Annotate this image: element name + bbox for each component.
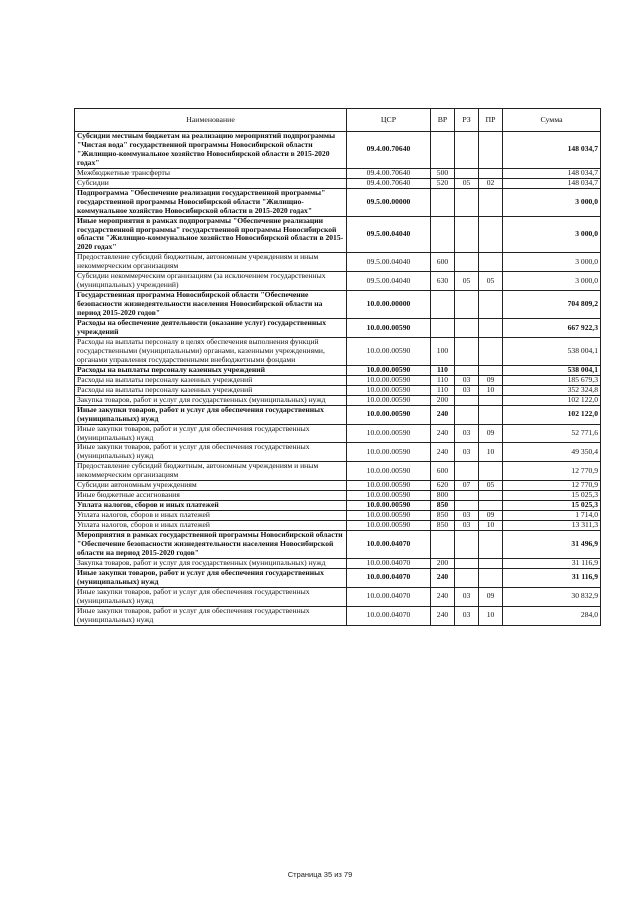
table-row: [75, 168, 601, 178]
row-rz-cell: [455, 491, 479, 501]
row-rz-cell: 03: [455, 521, 479, 531]
row-name-cell: Иные мероприятия в рамках подпрограммы "Обеспечение реализации государственной программы" государственной программы Новосибирской области "Жилищно-коммунальное хозяйство Новосибирской области в 2015-2020 годах": [75, 216, 347, 253]
row-rz-cell: [455, 405, 479, 424]
row-rz-cell: 05: [455, 272, 479, 291]
header-vr: ВР: [431, 109, 455, 132]
row-rz-cell: 03: [455, 511, 479, 521]
header-name: Наименование: [75, 109, 347, 132]
row-rz-cell: [455, 188, 479, 216]
row-code-cell: 10.0.00.00590: [347, 424, 431, 443]
row-vr-cell: 110: [431, 385, 455, 395]
row-code-cell: 10.0.00.00590: [347, 375, 431, 385]
row-vr-cell: 240: [431, 587, 455, 606]
row-pr-cell: 09: [479, 587, 503, 606]
row-code-cell: 09.4.00.70640: [347, 178, 431, 188]
table-row: [75, 365, 601, 375]
header-code: ЦСР: [347, 109, 431, 132]
table-row: [75, 319, 601, 338]
row-code-cell: 10.0.00.00590: [347, 385, 431, 395]
page-number: Страница 35 из 79: [287, 870, 353, 879]
row-vr-cell: 620: [431, 481, 455, 491]
table-body: [75, 132, 601, 626]
table-row: [75, 178, 601, 188]
table-row: [75, 558, 601, 568]
row-rz-cell: [455, 558, 479, 568]
table-row: [75, 253, 601, 272]
row-vr-cell: 240: [431, 606, 455, 625]
row-sum-cell: 148 034,7: [503, 168, 601, 178]
row-sum-cell: 667 922,3: [503, 319, 601, 338]
row-vr-cell: 110: [431, 375, 455, 385]
row-pr-cell: [479, 168, 503, 178]
row-vr-cell: [431, 319, 455, 338]
row-sum-cell: 30 832,9: [503, 587, 601, 606]
row-vr-cell: 100: [431, 337, 455, 365]
row-code-cell: 10.0.00.00590: [347, 491, 431, 501]
row-name-cell: Субсидии некоммерческим организациям (за исключением государственных (муниципальных) учреждений): [75, 272, 347, 291]
row-name-cell: Подпрограмма "Обеспечение реализации государственной программы" государственной программы Новосибирской области "Жилищно-коммунальное хозяйство Новосибирской области в 2015-2020 годах": [75, 188, 347, 216]
row-rz-cell: [455, 365, 479, 375]
row-vr-cell: 240: [431, 568, 455, 587]
row-sum-cell: 31 116,9: [503, 558, 601, 568]
table-row: [75, 481, 601, 491]
row-sum-cell: 3 000,0: [503, 272, 601, 291]
row-rz-cell: 05: [455, 178, 479, 188]
row-vr-cell: 200: [431, 395, 455, 405]
table-row: [75, 405, 601, 424]
row-sum-cell: 102 122,0: [503, 395, 601, 405]
row-pr-cell: 10: [479, 385, 503, 395]
table-row: [75, 375, 601, 385]
table-row: [75, 272, 601, 291]
row-name-cell: Расходы на выплаты персоналу в целях обеспечения выполнения функций государственными (муниципальными) органами, казенными учреждениями, органами управления государственными внебюджетными фондами: [75, 337, 347, 365]
row-name-cell: Государственная программа Новосибирской области "Обеспечение безопасности жизнедеятельности населения Новосибирской области на период 2015-2020 годов": [75, 291, 347, 319]
row-code-cell: 10.0.00.00590: [347, 319, 431, 338]
row-pr-cell: [479, 291, 503, 319]
row-pr-cell: [479, 405, 503, 424]
row-sum-cell: 3 000,0: [503, 188, 601, 216]
row-code-cell: 10.0.00.04070: [347, 568, 431, 587]
row-code-cell: 10.0.00.04070: [347, 587, 431, 606]
row-code-cell: 10.0.00.00590: [347, 337, 431, 365]
row-vr-cell: [431, 216, 455, 253]
row-code-cell: 10.0.00.00590: [347, 365, 431, 375]
row-rz-cell: 03: [455, 443, 479, 462]
row-code-cell: 10.0.00.00590: [347, 405, 431, 424]
row-vr-cell: 240: [431, 443, 455, 462]
table-row: [75, 491, 601, 501]
row-sum-cell: 12 770,9: [503, 462, 601, 481]
row-name-cell: Иные закупки товаров, работ и услуг для обеспечения государственных (муниципальных) нужд: [75, 424, 347, 443]
row-sum-cell: 12 770,9: [503, 481, 601, 491]
row-pr-cell: [479, 462, 503, 481]
row-sum-cell: 15 025,3: [503, 491, 601, 501]
row-name-cell: Расходы на выплаты персоналу казенных учреждений: [75, 365, 347, 375]
row-name-cell: Иные закупки товаров, работ и услуг для обеспечения государственных (муниципальных) нужд: [75, 443, 347, 462]
row-name-cell: Мероприятия в рамках государственной программы Новосибирской области "Обеспечение безопасности жизнедеятельности населения Новосибирской области на период 2015-2020 годов": [75, 531, 347, 559]
header-rz: РЗ: [455, 109, 479, 132]
row-code-cell: 10.0.00.00590: [347, 395, 431, 405]
row-name-cell: Расходы на обеспечение деятельности (оказание услуг) государственных учреждений: [75, 319, 347, 338]
row-rz-cell: [455, 395, 479, 405]
row-name-cell: Межбюджетные трансферты: [75, 168, 347, 178]
row-vr-cell: 800: [431, 491, 455, 501]
row-pr-cell: [479, 337, 503, 365]
row-rz-cell: [455, 337, 479, 365]
row-code-cell: 09.5.00.04040: [347, 253, 431, 272]
row-sum-cell: 3 000,0: [503, 253, 601, 272]
row-vr-cell: [431, 132, 455, 169]
row-sum-cell: 13 311,3: [503, 521, 601, 531]
row-code-cell: 10.0.00.00590: [347, 511, 431, 521]
row-code-cell: 09.4.00.70640: [347, 132, 431, 169]
row-vr-cell: 850: [431, 521, 455, 531]
table-row: [75, 216, 601, 253]
row-code-cell: 09.5.00.04040: [347, 216, 431, 253]
row-pr-cell: [479, 501, 503, 511]
table-row: [75, 521, 601, 531]
row-pr-cell: [479, 531, 503, 559]
row-code-cell: 09.5.00.00000: [347, 188, 431, 216]
table-row: [75, 531, 601, 559]
row-name-cell: Расходы на выплаты персоналу казенных учреждений: [75, 375, 347, 385]
row-sum-cell: 148 034,7: [503, 178, 601, 188]
table-row: [75, 395, 601, 405]
row-rz-cell: 03: [455, 606, 479, 625]
row-vr-cell: 850: [431, 501, 455, 511]
row-pr-cell: 05: [479, 481, 503, 491]
row-rz-cell: [455, 291, 479, 319]
row-sum-cell: 538 004,1: [503, 365, 601, 375]
row-name-cell: Иные закупки товаров, работ и услуг для обеспечения государственных (муниципальных) нужд: [75, 587, 347, 606]
table-row: [75, 511, 601, 521]
row-code-cell: 10.0.00.04070: [347, 606, 431, 625]
row-pr-cell: 09: [479, 511, 503, 521]
row-sum-cell: 148 034,7: [503, 132, 601, 169]
row-name-cell: Закупка товаров, работ и услуг для государственных (муниципальных) нужд: [75, 558, 347, 568]
row-pr-cell: [479, 253, 503, 272]
row-sum-cell: 538 004,1: [503, 337, 601, 365]
row-rz-cell: [455, 531, 479, 559]
row-code-cell: 10.0.00.00590: [347, 462, 431, 481]
table-row: [75, 606, 601, 625]
row-rz-cell: [455, 319, 479, 338]
row-code-cell: 09.4.00.70640: [347, 168, 431, 178]
row-pr-cell: [479, 132, 503, 169]
row-vr-cell: [431, 188, 455, 216]
row-rz-cell: 03: [455, 385, 479, 395]
table-row: [75, 587, 601, 606]
row-rz-cell: 07: [455, 481, 479, 491]
table-row: [75, 424, 601, 443]
row-sum-cell: 15 025,3: [503, 501, 601, 511]
row-name-cell: Иные закупки товаров, работ и услуг для обеспечения государственных (муниципальных) нужд: [75, 606, 347, 625]
row-sum-cell: 102 122,0: [503, 405, 601, 424]
row-pr-cell: 10: [479, 606, 503, 625]
row-sum-cell: 352 324,8: [503, 385, 601, 395]
row-code-cell: 10.0.00.00590: [347, 521, 431, 531]
budget-table: [74, 108, 601, 626]
row-rz-cell: 03: [455, 587, 479, 606]
row-name-cell: Уплата налогов, сборов и иных платежей: [75, 521, 347, 531]
row-vr-cell: 630: [431, 272, 455, 291]
table-row: [75, 188, 601, 216]
row-pr-cell: 05: [479, 272, 503, 291]
row-vr-cell: 240: [431, 405, 455, 424]
row-sum-cell: 704 809,2: [503, 291, 601, 319]
row-rz-cell: [455, 253, 479, 272]
table-header-row: [75, 109, 601, 132]
row-name-cell: Уплата налогов, сборов и иных платежей: [75, 501, 347, 511]
row-code-cell: 10.0.00.04070: [347, 558, 431, 568]
row-code-cell: 09.5.00.04040: [347, 272, 431, 291]
table-row: [75, 443, 601, 462]
row-name-cell: Уплата налогов, сборов и иных платежей: [75, 511, 347, 521]
row-vr-cell: [431, 291, 455, 319]
row-name-cell: Субсидии местным бюджетам на реализацию мероприятий подпрограммы "Чистая вода" государственной программы Новосибирской области "Жилищно-коммунальное хозяйство Новосибирской области в 2015-2020 годах": [75, 132, 347, 169]
row-name-cell: Субсидии: [75, 178, 347, 188]
row-pr-cell: [479, 365, 503, 375]
row-pr-cell: [479, 395, 503, 405]
row-rz-cell: 03: [455, 424, 479, 443]
row-pr-cell: [479, 491, 503, 501]
row-vr-cell: 600: [431, 253, 455, 272]
row-sum-cell: 1 714,0: [503, 511, 601, 521]
table-row: [75, 462, 601, 481]
row-vr-cell: 200: [431, 558, 455, 568]
row-sum-cell: 31 496,9: [503, 531, 601, 559]
row-vr-cell: [431, 531, 455, 559]
row-name-cell: Иные закупки товаров, работ и услуг для обеспечения государственных (муниципальных) нужд: [75, 405, 347, 424]
row-vr-cell: 600: [431, 462, 455, 481]
row-name-cell: Иные бюджетные ассигнования: [75, 491, 347, 501]
row-rz-cell: [455, 462, 479, 481]
row-pr-cell: [479, 558, 503, 568]
row-rz-cell: [455, 568, 479, 587]
row-rz-cell: [455, 216, 479, 253]
row-pr-cell: 10: [479, 521, 503, 531]
row-pr-cell: 10: [479, 443, 503, 462]
table-row: [75, 501, 601, 511]
row-rz-cell: [455, 501, 479, 511]
row-sum-cell: 284,0: [503, 606, 601, 625]
row-pr-cell: 02: [479, 178, 503, 188]
row-vr-cell: 520: [431, 178, 455, 188]
row-sum-cell: 185 679,3: [503, 375, 601, 385]
row-pr-cell: 09: [479, 375, 503, 385]
row-name-cell: Субсидии автономным учреждениям: [75, 481, 347, 491]
row-vr-cell: 240: [431, 424, 455, 443]
row-code-cell: 10.0.00.00590: [347, 481, 431, 491]
row-code-cell: 10.0.00.04070: [347, 531, 431, 559]
table-row: [75, 291, 601, 319]
row-vr-cell: 500: [431, 168, 455, 178]
row-code-cell: 10.0.00.00590: [347, 443, 431, 462]
row-pr-cell: [479, 568, 503, 587]
row-rz-cell: [455, 168, 479, 178]
table-row: [75, 385, 601, 395]
row-rz-cell: 03: [455, 375, 479, 385]
row-name-cell: Предоставление субсидий бюджетным, автономным учреждениям и иным некоммерческим организациям: [75, 253, 347, 272]
row-sum-cell: 31 116,9: [503, 568, 601, 587]
table-row: [75, 132, 601, 169]
row-code-cell: 10.0.00.00000: [347, 291, 431, 319]
row-rz-cell: [455, 132, 479, 169]
header-pr: ПР: [479, 109, 503, 132]
table-row: [75, 568, 601, 587]
row-sum-cell: 3 000,0: [503, 216, 601, 253]
row-sum-cell: 49 350,4: [503, 443, 601, 462]
row-vr-cell: 110: [431, 365, 455, 375]
row-name-cell: Закупка товаров, работ и услуг для государственных (муниципальных) нужд: [75, 395, 347, 405]
header-sum: Сумма: [503, 109, 601, 132]
row-pr-cell: [479, 319, 503, 338]
row-pr-cell: [479, 188, 503, 216]
row-name-cell: Расходы на выплаты персоналу казенных учреждений: [75, 385, 347, 395]
table-row: [75, 337, 601, 365]
row-name-cell: Иные закупки товаров, работ и услуг для обеспечения государственных (муниципальных) нужд: [75, 568, 347, 587]
row-code-cell: 10.0.00.00590: [347, 501, 431, 511]
row-vr-cell: 850: [431, 511, 455, 521]
row-sum-cell: 52 771,6: [503, 424, 601, 443]
row-name-cell: Предоставление субсидий бюджетным, автономным учреждениям и иным некоммерческим организациям: [75, 462, 347, 481]
row-pr-cell: [479, 216, 503, 253]
row-pr-cell: 09: [479, 424, 503, 443]
